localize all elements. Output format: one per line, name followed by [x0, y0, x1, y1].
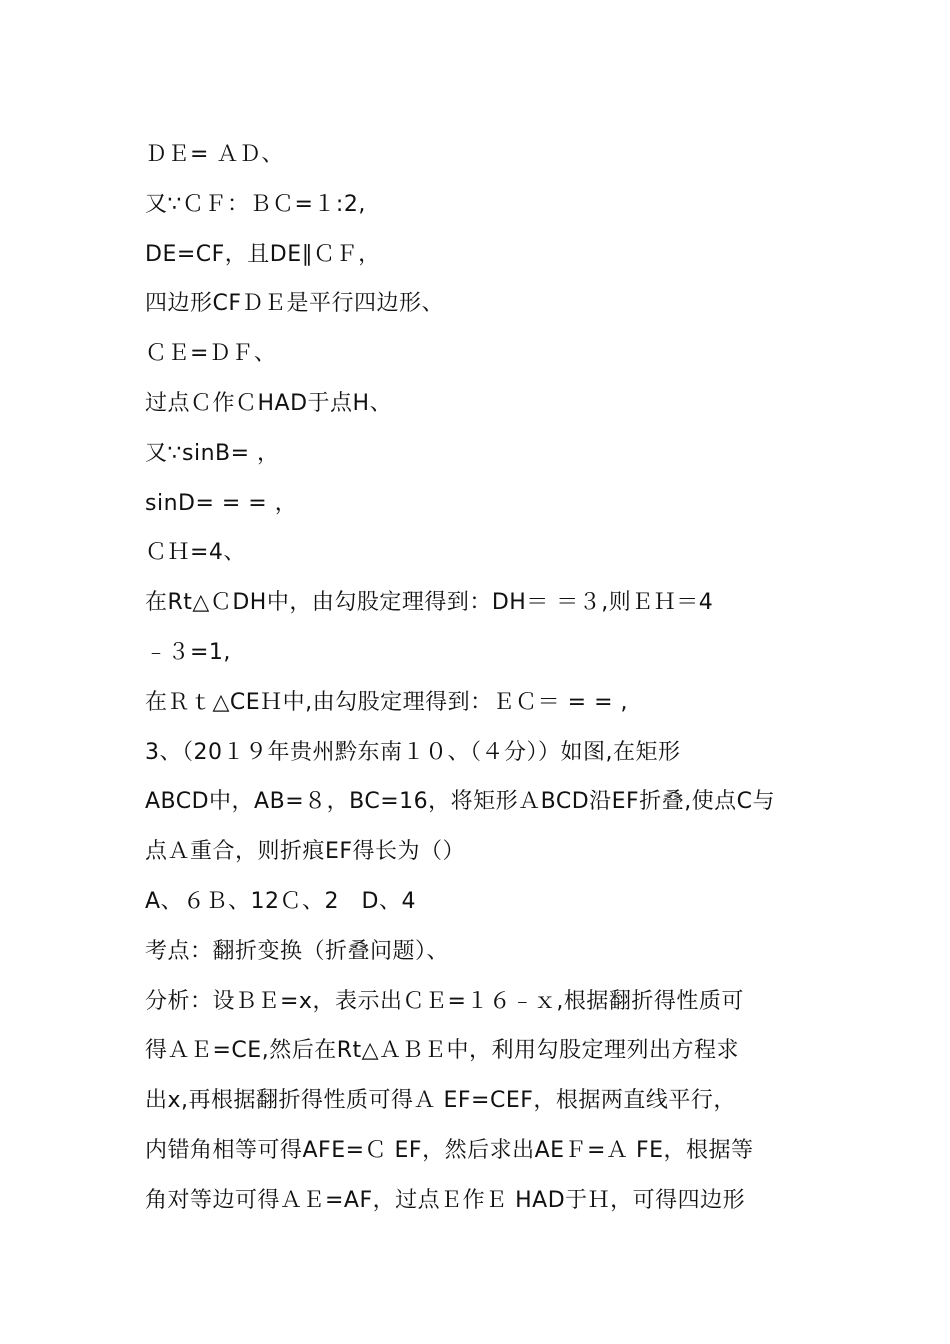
- text-line: DE=CF，且DE∥ＣＦ，: [145, 241, 381, 267]
- text-line: 角对等边可得ＡＥ=AF，过点Ｅ作Ｅ HAD于Ｈ，可得四边形: [145, 1187, 746, 1213]
- document-body: [145, 130, 815, 1226]
- text-line: 过点Ｃ作ＣHAD于点H、: [145, 390, 393, 416]
- text-line: ABCD中，AB=８，BC=16，将矩形ＡBCD沿EF折叠,使点C与: [145, 789, 776, 815]
- text-line: 在Rt△ＣDH中，由勾股定理得到：DH＝ ＝３,则ＥＨ＝4: [145, 590, 714, 616]
- text-line: ﹣３=1,: [145, 639, 231, 665]
- text-line: ＤＥ= ＡＤ、: [145, 142, 284, 167]
- text-line: 内错角相等可得AFE=Ｃ EF，然后求出AEＦ=Ａ FE，根据等: [145, 1137, 754, 1163]
- text-line: ＣＥ=ＤＦ、: [145, 341, 277, 367]
- question-heading-line: 3、（20１９年贵州黔东南１０、（４分））如图,在矩形: [145, 739, 681, 765]
- text-line: 又∵ＣＦ：ＢＣ=１:2,: [145, 191, 366, 217]
- text-line: sinD= = = ，: [145, 490, 298, 516]
- text-line: 得ＡＥ=CE,然后在Rt△ＡＢＥ中，利用勾股定理列出方程求: [145, 1038, 740, 1064]
- text-line: 在Ｒｔ△CEＨ中,由勾股定理得到：ＥＣ＝ = = ,: [145, 689, 629, 715]
- text-line: ＣＨ=4、: [145, 540, 246, 566]
- answer-options-line: A、６Ｂ、12Ｃ、2 D、4: [145, 888, 416, 914]
- text-line: 出x,再根据翻折得性质可得Ａ EF=CEF，根据两直线平行，: [145, 1088, 736, 1114]
- analysis-line: 分析：设ＢＥ=x，表示出ＣＥ=１６﹣ｘ,根据翻折得性质可: [145, 988, 744, 1014]
- text-line: 又∵sinB= ，: [145, 440, 280, 466]
- text-line: 点Ａ重合，则折痕EF得长为（）: [145, 839, 466, 865]
- text-line: 四边形CFＤＥ是平行四边形、: [145, 291, 445, 317]
- knowledge-point-line: 考点：翻折变换（折叠问题）、: [145, 938, 450, 964]
